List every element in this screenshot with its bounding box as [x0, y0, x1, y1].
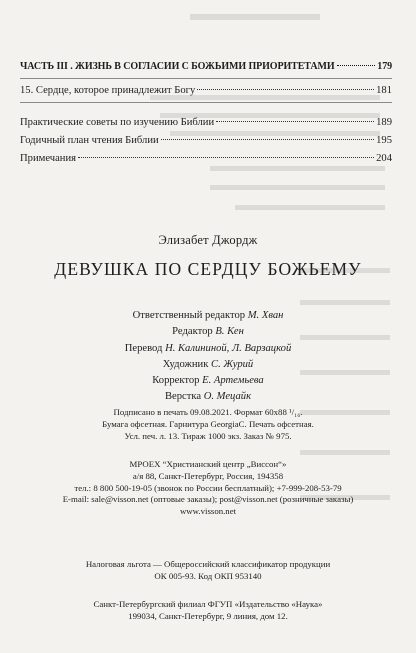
toc-entry-label: Примечания — [20, 153, 76, 164]
printer-name: Санкт-Петербургский филиал ФГУП «Издательство «Наука» — [93, 599, 323, 609]
print-details-line: Подписано в печать 09.08.2021. Формат 60x88 ¹/₁₆. — [113, 407, 303, 417]
print-details — [0, 407, 416, 442]
credit-role: Художник — [162, 358, 209, 370]
publisher-name: МРОЕХ “Христианский центр „Виссон“» — [129, 459, 287, 469]
credit-name: М. Хван — [247, 310, 284, 321]
credit-line — [0, 308, 416, 324]
publisher-website: www.visson.net — [179, 506, 237, 517]
toc-divider — [20, 78, 392, 79]
toc-entry-page: 189 — [376, 117, 392, 128]
tax-line: Налоговая льгота — Общероссийский классификатор продукции — [85, 559, 331, 569]
publisher-info — [0, 459, 416, 518]
credit-role: Редактор — [172, 326, 213, 338]
credit-role: Перевод — [124, 342, 163, 354]
print-details-line: Усл. печ. л. 13. Тираж 1000 экз. Заказ № 975. — [124, 430, 292, 441]
toc-chapter-label: 15. Сердце, которое принадлежит Богу — [20, 85, 196, 96]
tax-benefit-note — [0, 559, 416, 583]
toc-entry-label: Практические советы по изучению Библии — [20, 117, 215, 128]
credit-line — [0, 341, 416, 357]
credit-name: С. Журий — [211, 358, 254, 370]
printer-address: 199034, Санкт-Петербург, 9 линия, дом 12. — [128, 610, 288, 621]
tax-line: ОК 005-93. Код ОКП 953140 — [154, 570, 262, 581]
book-title: ДЕВУШКА ПО СЕРДЦУ БОЖЬЕМУ — [54, 259, 362, 279]
toc-entry-page: 204 — [376, 153, 392, 164]
toc-chapter-page: 181 — [376, 85, 392, 96]
toc-chapter-entry — [20, 84, 392, 97]
credit-name: В. Кен — [215, 326, 244, 338]
toc-leader-dots — [197, 89, 374, 90]
toc-entry-page: 195 — [376, 135, 392, 146]
credit-name: Е. Артемьева — [202, 375, 264, 387]
credit-line — [0, 324, 416, 340]
toc-divider — [20, 102, 392, 103]
toc-leader-dots — [161, 139, 374, 140]
toc-part-page: 179 — [377, 61, 392, 72]
credit-line — [0, 373, 416, 389]
print-details-line: Бумага офсетная. Гарнитура GeorgiaC. Печать офсетная. — [102, 418, 314, 429]
credit-name: О. Мецайк — [203, 391, 252, 403]
toc-appendix-entry — [20, 116, 392, 129]
toc-entry-label: Годичный план чтения Библии — [20, 135, 159, 146]
credits-block — [0, 308, 416, 406]
publisher-email: E-mail: sale@visson.net (оптовые заказы); post@visson.net (розничные заказы) — [62, 494, 354, 505]
credit-role: Корректор — [152, 375, 200, 387]
table-of-contents — [20, 60, 392, 170]
credit-name: Н. Калининой, Л. Варзацкой — [165, 342, 292, 354]
credit-line — [0, 357, 416, 373]
publisher-address: а/я 88, Санкт-Петербург, Россия, 194358 — [132, 470, 284, 481]
publisher-phone: тел.: 8 800 500-19-05 (звонок по России бесплатный); +7-999-208-53-79 — [74, 482, 342, 493]
toc-leader-dots — [216, 121, 374, 122]
toc-appendix-entry — [20, 134, 392, 147]
credit-role: Ответственный редактор — [132, 310, 246, 321]
toc-part-label: ЧАСТЬ III . ЖИЗНЬ В СОГЛАСИИ С БОЖЬИМИ ПРИОРИТЕТАМИ — [20, 61, 335, 72]
credit-role: Верстка — [164, 391, 202, 403]
credit-line — [0, 389, 416, 405]
toc-leader-dots — [78, 157, 374, 158]
book-author: Элизабет Джордж — [158, 233, 258, 247]
printer-info — [0, 599, 416, 623]
toc-leader-dots — [337, 65, 376, 66]
toc-appendix-entry — [20, 152, 392, 165]
toc-part-entry — [20, 60, 392, 73]
